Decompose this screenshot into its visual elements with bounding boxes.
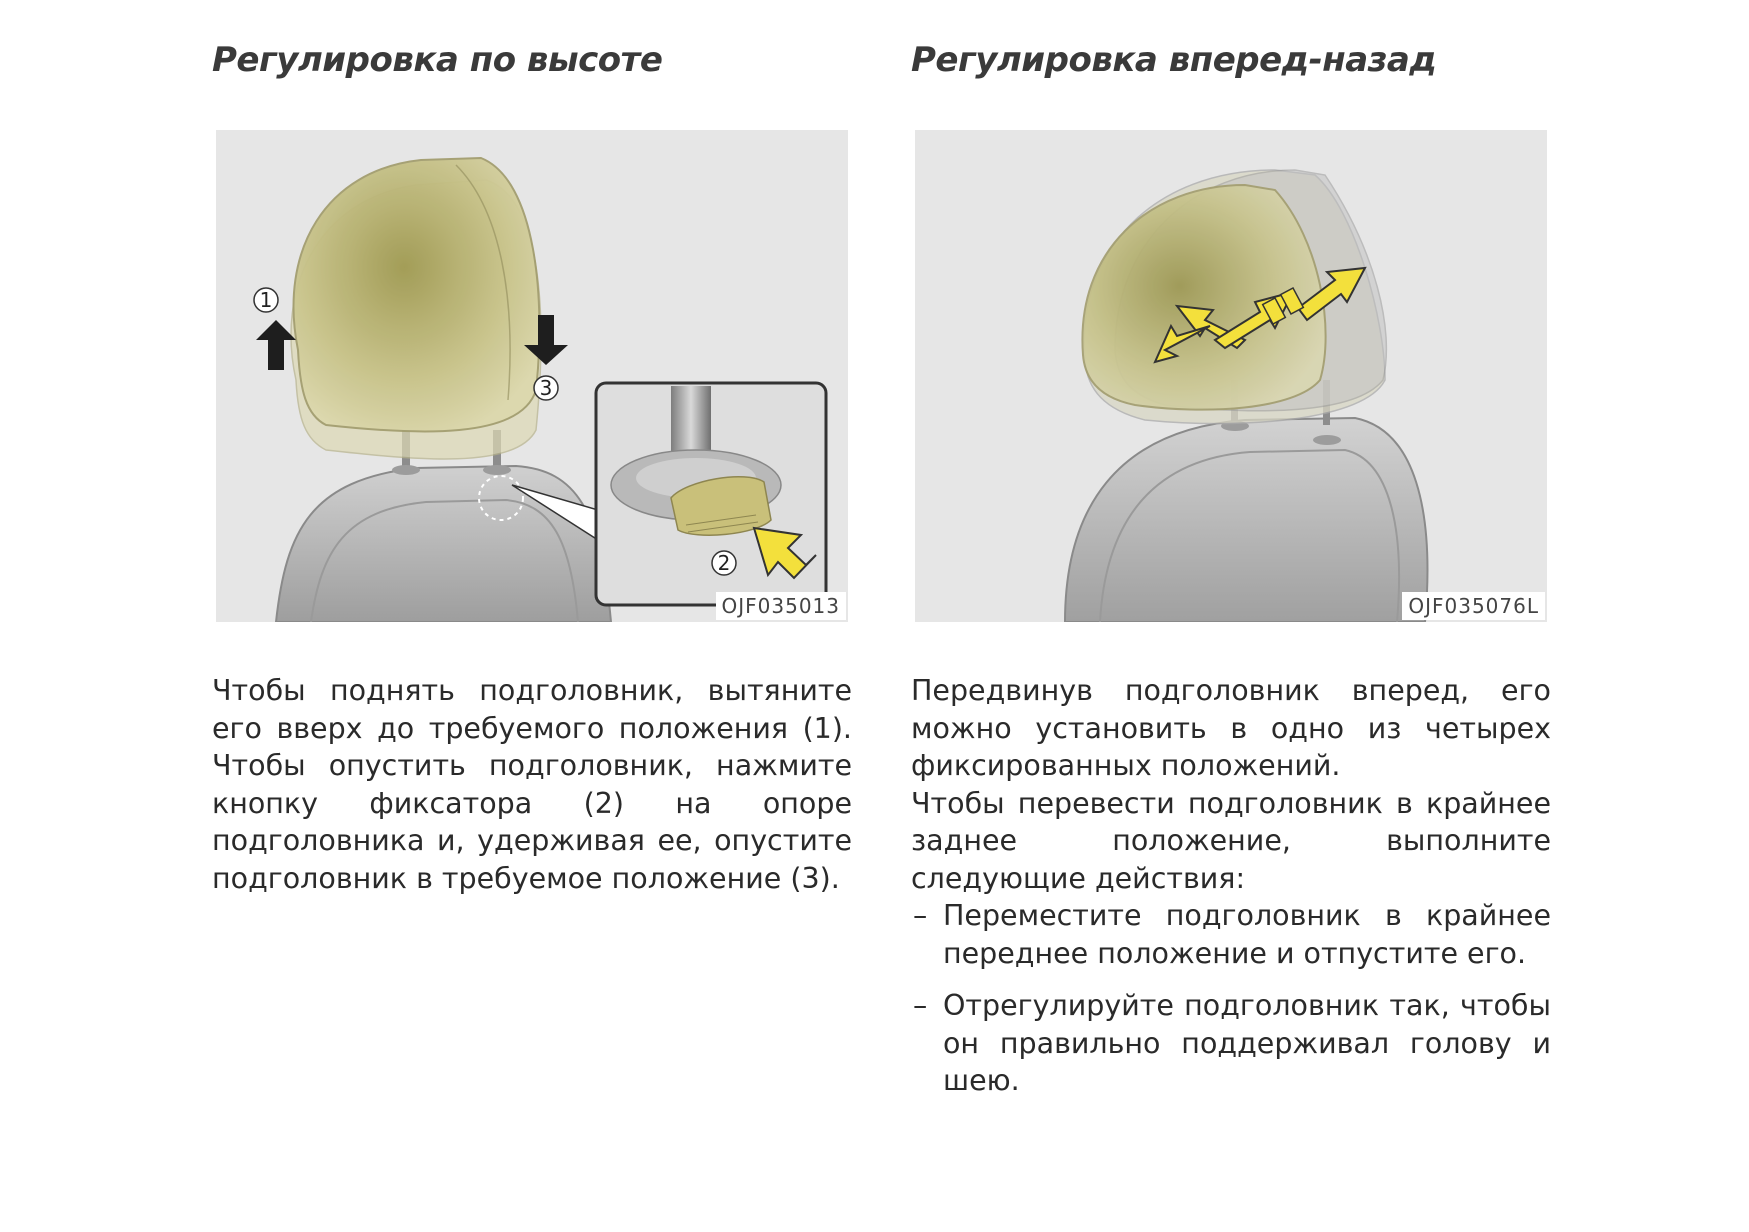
figure-code: OJF035076L: [1402, 592, 1545, 620]
height-adjustment-text: Чтобы поднять подголовник, вытяните его вверх до требуемого положения (1). Чтобы опустить подголовник, нажмите кнопку фиксатора (2) на опоре подголовника и, удерживая ее, опустите подголовник в требуемое положение (3).: [212, 674, 852, 895]
paragraph: Передвинув подголовник вперед, его можно установить в одно из четырех фиксированных положений.: [911, 674, 1551, 782]
callout-1: 1: [259, 288, 273, 312]
steps-list: [911, 897, 1551, 1100]
list-marker: –: [913, 899, 928, 932]
seat-back-shape: [276, 466, 611, 622]
height-adjustment-heading: Регулировка по высоте: [212, 40, 663, 80]
list-item-text: Переместите подголовник в крайнее переднее положение и отпустите его.: [943, 899, 1551, 970]
fore-aft-adjustment-heading: Регулировка вперед-назад: [911, 40, 1437, 80]
list-item: [911, 987, 1551, 1100]
headrest-height-illustration: [216, 130, 848, 622]
list-marker: –: [913, 989, 928, 1022]
headrest-fore-aft-illustration: [915, 130, 1547, 622]
lock-button-inset: [596, 383, 826, 605]
height-adjustment-figure: [216, 130, 848, 622]
fore-aft-adjustment-figure: [915, 130, 1547, 622]
fore-aft-adjustment-text: [911, 672, 1551, 1100]
figure-code: OJF035013: [716, 592, 847, 620]
list-item-text: Отрегулируйте подголовник так, чтобы он правильно поддерживал голову и шею.: [943, 989, 1551, 1097]
seat-back-shape: [1065, 418, 1427, 622]
callout-3: 3: [539, 376, 553, 400]
up-arrow-icon: [256, 320, 296, 370]
list-item: [911, 897, 1551, 972]
paragraph: Чтобы перевести подголовник в крайнее заднее положение, выполните следующие действия:: [911, 786, 1551, 895]
headrest-shape: [294, 158, 540, 432]
callout-2: 2: [717, 551, 731, 575]
